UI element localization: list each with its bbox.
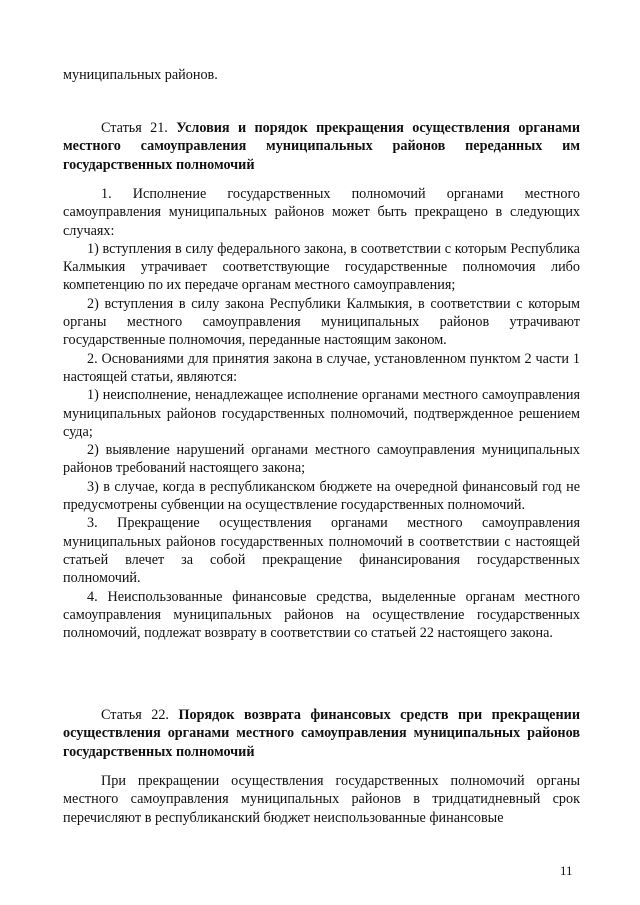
- article-21-title: Условия и порядок прекращения осуществления органами местного самоуправления муниципальных районов переданных им государственных полномочий: [63, 120, 581, 173]
- article-22-body: [63, 772, 580, 827]
- article-22: [63, 706, 580, 761]
- article-22-paragraph: При прекращении осуществления государственных полномочий органы местного самоуправления муниципальных районов в тридцатидневный срок перечисляют в республиканский бюджет неиспользованные финансовые: [63, 773, 580, 826]
- article-21-number: Статья 21.: [101, 120, 168, 136]
- article-21: [63, 119, 580, 174]
- article-21-paragraph: 3) в случае, когда в республиканском бюджете на очередной финансовый год не предусмотрены субвенции на осуществление государственных полномочий.: [63, 478, 580, 514]
- article-21-paragraph: 1) неисполнение, ненадлежащее исполнение органами местного самоуправления муниципальных районов государственных полномочий, подтвержденное решением суда;: [63, 387, 580, 440]
- article-21-paragraph: 2) вступления в силу закона Республики Калмыкия, в соответствии с которым органы местного самоуправления муниципальных районов утрачивают государственные полномочия, переданные настоящим законом.: [63, 295, 580, 349]
- article-21-paragraph: 4. Неиспользованные финансовые средства, выделенные органам местного самоуправления муниципальных районов на осуществление государственных полномочий, подлежат возврату в соответствии со статьей 22 настоящего закона.: [63, 588, 580, 642]
- article-21-paragraph: 1) вступления в силу федерального закона, в соответствии с которым Республика Калмыкия утрачивает соответствующие государственные полномочия либо компетенцию по их передаче органам местного самоуправления;: [63, 240, 580, 294]
- article-21-paragraph: 2. Основаниями для принятия закона в случае, установленном пунктом 2 части 1 настоящей статьи, являются:: [63, 350, 580, 385]
- article-21-paragraph: 3. Прекращение осуществления органами местного самоуправления муниципальных районов государственных полномочий в соответствии с настоящей статьей влечет за собой прекращение финансирования государственных полномочий.: [63, 515, 580, 587]
- article-21-body: [63, 185, 580, 642]
- top-fragment: муниципальных районов.: [63, 67, 218, 83]
- article-22-heading: [63, 706, 580, 761]
- page-number: 11: [560, 863, 573, 878]
- article-22-title: Порядок возврата финансовых средств при прекращении осуществления органами местного самоуправления муниципальных районов государственных полномочий: [63, 707, 581, 760]
- top-fragment-block: [63, 66, 580, 84]
- article-21-paragraph: 1. Исполнение государственных полномочий органами местного самоуправления муниципальных районов может быть прекращено в следующих случаях:: [63, 186, 580, 239]
- article-21-paragraph: 2) выявление нарушений органами местного самоуправления муниципальных районов требований настоящего закона;: [63, 442, 580, 477]
- article-21-heading: [63, 119, 580, 174]
- article-22-number: Статья 22.: [101, 707, 169, 723]
